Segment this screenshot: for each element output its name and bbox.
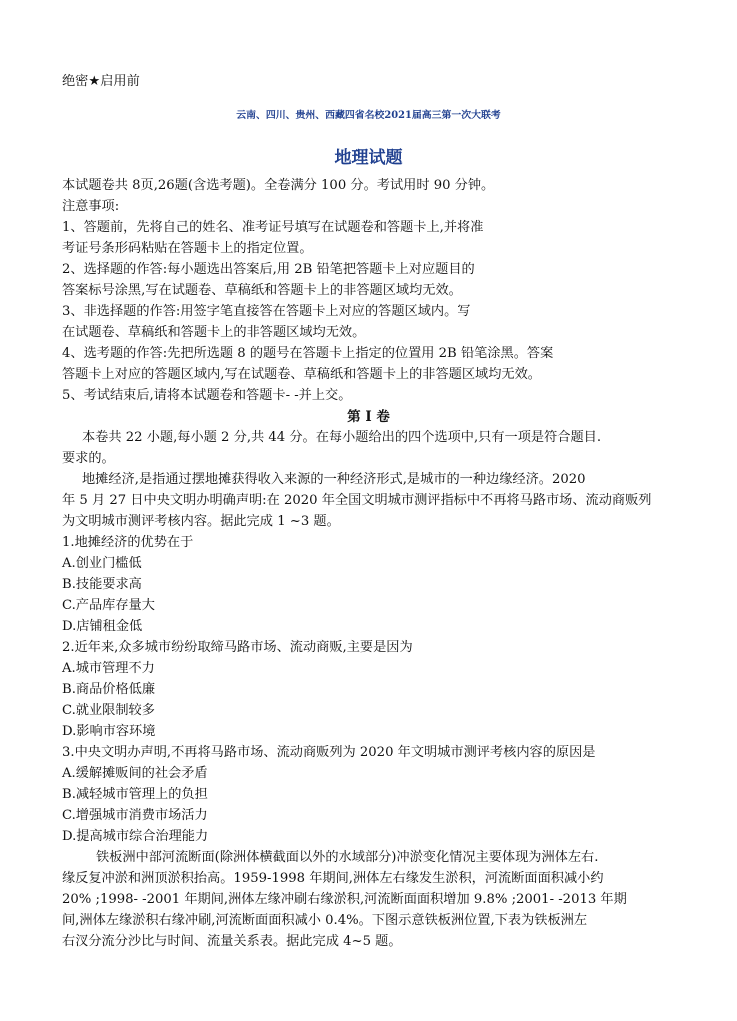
intro-line: 答案标号涂黑,写在试题卷、草稿纸和答题卡上的非答题区域均无效。 bbox=[62, 283, 462, 298]
passage-line: 地摊经济,是指通过摆地摊获得收入来源的一种经济形式,是城市的一种边缘经济。2020 bbox=[82, 472, 586, 487]
passage-line: 间,洲体左缘淤积右缘冲刷,河流断面面积减小 0.4%。下图示意铁板洲位置,下表为铁板洲左 bbox=[62, 913, 588, 928]
intro-line: 答题卡上对应的答题区域内,写在试题卷、草稿纸和答题卡上的非答题区域均无效。 bbox=[62, 367, 541, 382]
answer-option: D.影响市容环境 bbox=[62, 724, 156, 739]
intro-line: 1、答题前，先将自己的姓名、准考证号填写在试题卷和答题卡上,并将准 bbox=[62, 220, 484, 235]
question-stem: 3.中央文明办声明,不再将马路市场、流动商贩列为 2020 年文明城市测评考核内容的原因是 bbox=[62, 745, 596, 760]
answer-option: A.缓解摊贩间的社会矛盾 bbox=[62, 766, 208, 781]
answer-option: B.商品价格低廉 bbox=[62, 682, 156, 697]
answer-option: A.城市管理不力 bbox=[62, 661, 155, 676]
passage-line: 缘反复冲淤和洲顶淤积抬高。1959-1998 年期间,洲体左右缘发生淤积，河流断面面积减小约 bbox=[62, 871, 604, 886]
section-intro-line: 要求的。 bbox=[62, 451, 115, 466]
section-intro-line: 本卷共 22 小题,每小题 2 分,共 44 分。在每小题给出的四个选项中,只有一项是符合题目. bbox=[82, 430, 602, 445]
section-heading: 第 I 卷 bbox=[347, 409, 390, 425]
exam-title: 云南、四川、贵州、西藏四省名校2021届高三第一次大联考 bbox=[236, 110, 501, 121]
passage-line: 右汊分流分沙比与时间、流量关系表。据此完成 4~5 题。 bbox=[62, 934, 402, 949]
answer-option: C.就业限制较多 bbox=[62, 703, 155, 718]
intro-line: 本试题卷共 8页,26题(含选考题)。全卷满分 100 分。考试用时 90 分钟。 bbox=[62, 178, 495, 193]
answer-option: D.提高城市综合治理能力 bbox=[62, 829, 209, 844]
answer-option: B.减轻城市管理上的负担 bbox=[62, 787, 208, 802]
intro-line: 注意事项: bbox=[62, 199, 120, 214]
passage-line: 铁板洲中部河流断面(除洲体横截面以外的水域部分)冲淤变化情况主要体现为洲体左右. bbox=[96, 850, 599, 865]
passage-line: 年 5 月 27 日中央文明办明确声明:在 2020 年全国文明城市测评指标中不再将马路市场、流动商贩列 bbox=[62, 493, 652, 508]
question-stem: 1.地摊经济的优势在于 bbox=[62, 535, 194, 550]
passage-line: 20% ;1998- -2001 年期间,洲体左缘冲刷右缘淤积,河流断面面积增加 9.8% ;2001- -2013 年期 bbox=[62, 892, 627, 907]
intro-line: 在试题卷、草稿纸和答题卡上的非答题区域均无效。 bbox=[62, 325, 366, 340]
confidential-mark: 绝密★启用前 bbox=[62, 74, 140, 89]
exam-subtitle: 地理试题 bbox=[334, 148, 403, 168]
intro-line: 4、选考题的作答:先把所选题 8 的题号在答题卡上指定的位置用 2B 铅笔涂黑。答案 bbox=[62, 346, 554, 361]
answer-option: D.店铺租金低 bbox=[62, 619, 143, 634]
answer-option: B.技能要求高 bbox=[62, 577, 142, 592]
question-stem: 2.近年来,众多城市纷纷取缔马路市场、流动商贩,主要是因为 bbox=[62, 640, 413, 655]
intro-line: 考证号条形码粘贴在答题卡上的指定位置。 bbox=[62, 241, 313, 256]
intro-line: 3、非选择题的作答:用签字笔直接答在答题卡上对应的答题区域内。写 bbox=[62, 304, 471, 319]
answer-option: C.增强城市消费市场活力 bbox=[62, 808, 208, 823]
intro-line: 2、选择题的作答:每小题选出答案后,用 2B 铅笔把答题卡上对应题目的 bbox=[62, 262, 475, 277]
answer-option: C.产品库存量大 bbox=[62, 598, 155, 613]
passage-line: 为文明城市测评考核内容。据此完成 1 ~3 题。 bbox=[62, 514, 340, 529]
answer-option: A.创业门槛低 bbox=[62, 556, 142, 571]
intro-line: 5、考试结束后,请将本试题卷和答题卡- -并上交。 bbox=[62, 388, 352, 403]
